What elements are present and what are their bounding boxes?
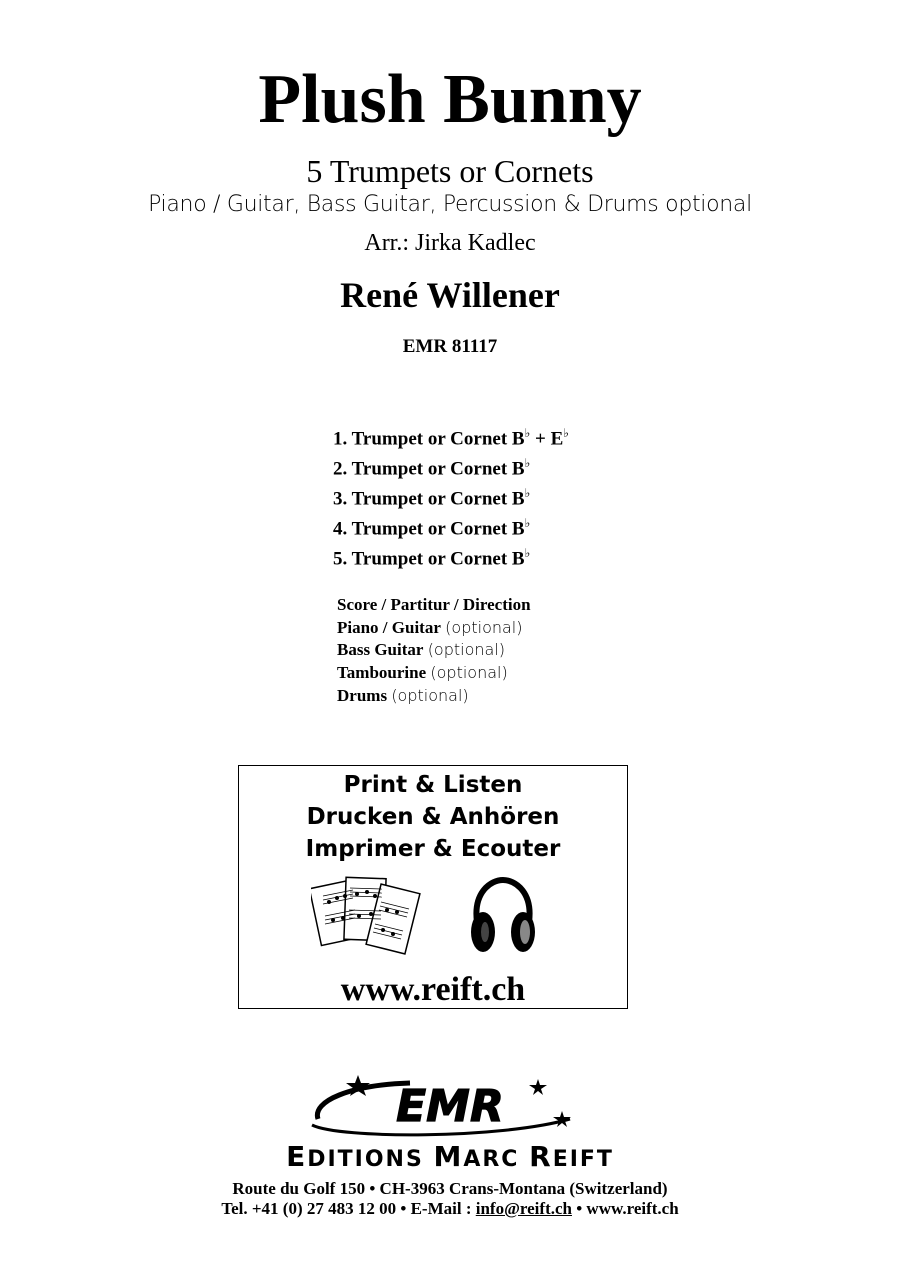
publisher-contact: Tel. +41 (0) 27 483 12 00 • E-Mail : info@reift.ch • www.reift.ch [221, 1199, 679, 1218]
print-listen-en: Print & Listen [343, 772, 523, 798]
emr-logo [300, 1075, 590, 1141]
catalog-number: EMR 81117 [402, 336, 498, 357]
extra-item: Bass Guitar (optional) [337, 640, 506, 660]
headphones-icon [467, 876, 539, 958]
publisher-name: EDITIONS MARC REIFT [286, 1140, 614, 1173]
website-text: • www.reift.ch [571, 1199, 679, 1218]
print-listen-fr: Imprimer & Ecouter [305, 836, 561, 862]
parts-list [333, 418, 569, 568]
extra-item: Tambourine (optional) [337, 663, 508, 683]
title: Plush Bunny [258, 61, 642, 138]
part-item: 3. Trumpet or Cornet B♭ [333, 486, 531, 510]
print-listen-de: Drucken & Anhören [306, 804, 560, 830]
sheet-music-icon [311, 874, 423, 960]
arranger: Arr.: Jirka Kadlec [364, 230, 536, 256]
email-link[interactable]: info@reift.ch [475, 1199, 572, 1218]
instrumentation-line: Piano / Guitar, Bass Guitar, Percussion & Drums optional [148, 192, 752, 217]
extra-item: Drums (optional) [337, 685, 469, 705]
extras-list [337, 594, 531, 708]
part-item: 4. Trumpet or Cornet B♭ [333, 516, 531, 540]
logo-text: EMR [396, 1081, 504, 1132]
print-listen-box [238, 765, 628, 1009]
part-item: 5. Trumpet or Cornet B♭ [333, 546, 531, 570]
website-link[interactable]: www.reift.ch [340, 971, 526, 1008]
part-item: 1. Trumpet or Cornet B♭ + E♭ [333, 426, 569, 450]
part-item: 2. Trumpet or Cornet B♭ [333, 456, 531, 480]
extra-item: Piano / Guitar (optional) [337, 617, 523, 637]
composer: René Willener [340, 275, 560, 315]
publisher-address: Route du Golf 150 • CH-3963 Crans-Montana (Switzerland) [232, 1179, 668, 1198]
subtitle: 5 Trumpets or Cornets [306, 153, 594, 189]
extra-item: Score / Partitur / Direction [337, 595, 531, 614]
